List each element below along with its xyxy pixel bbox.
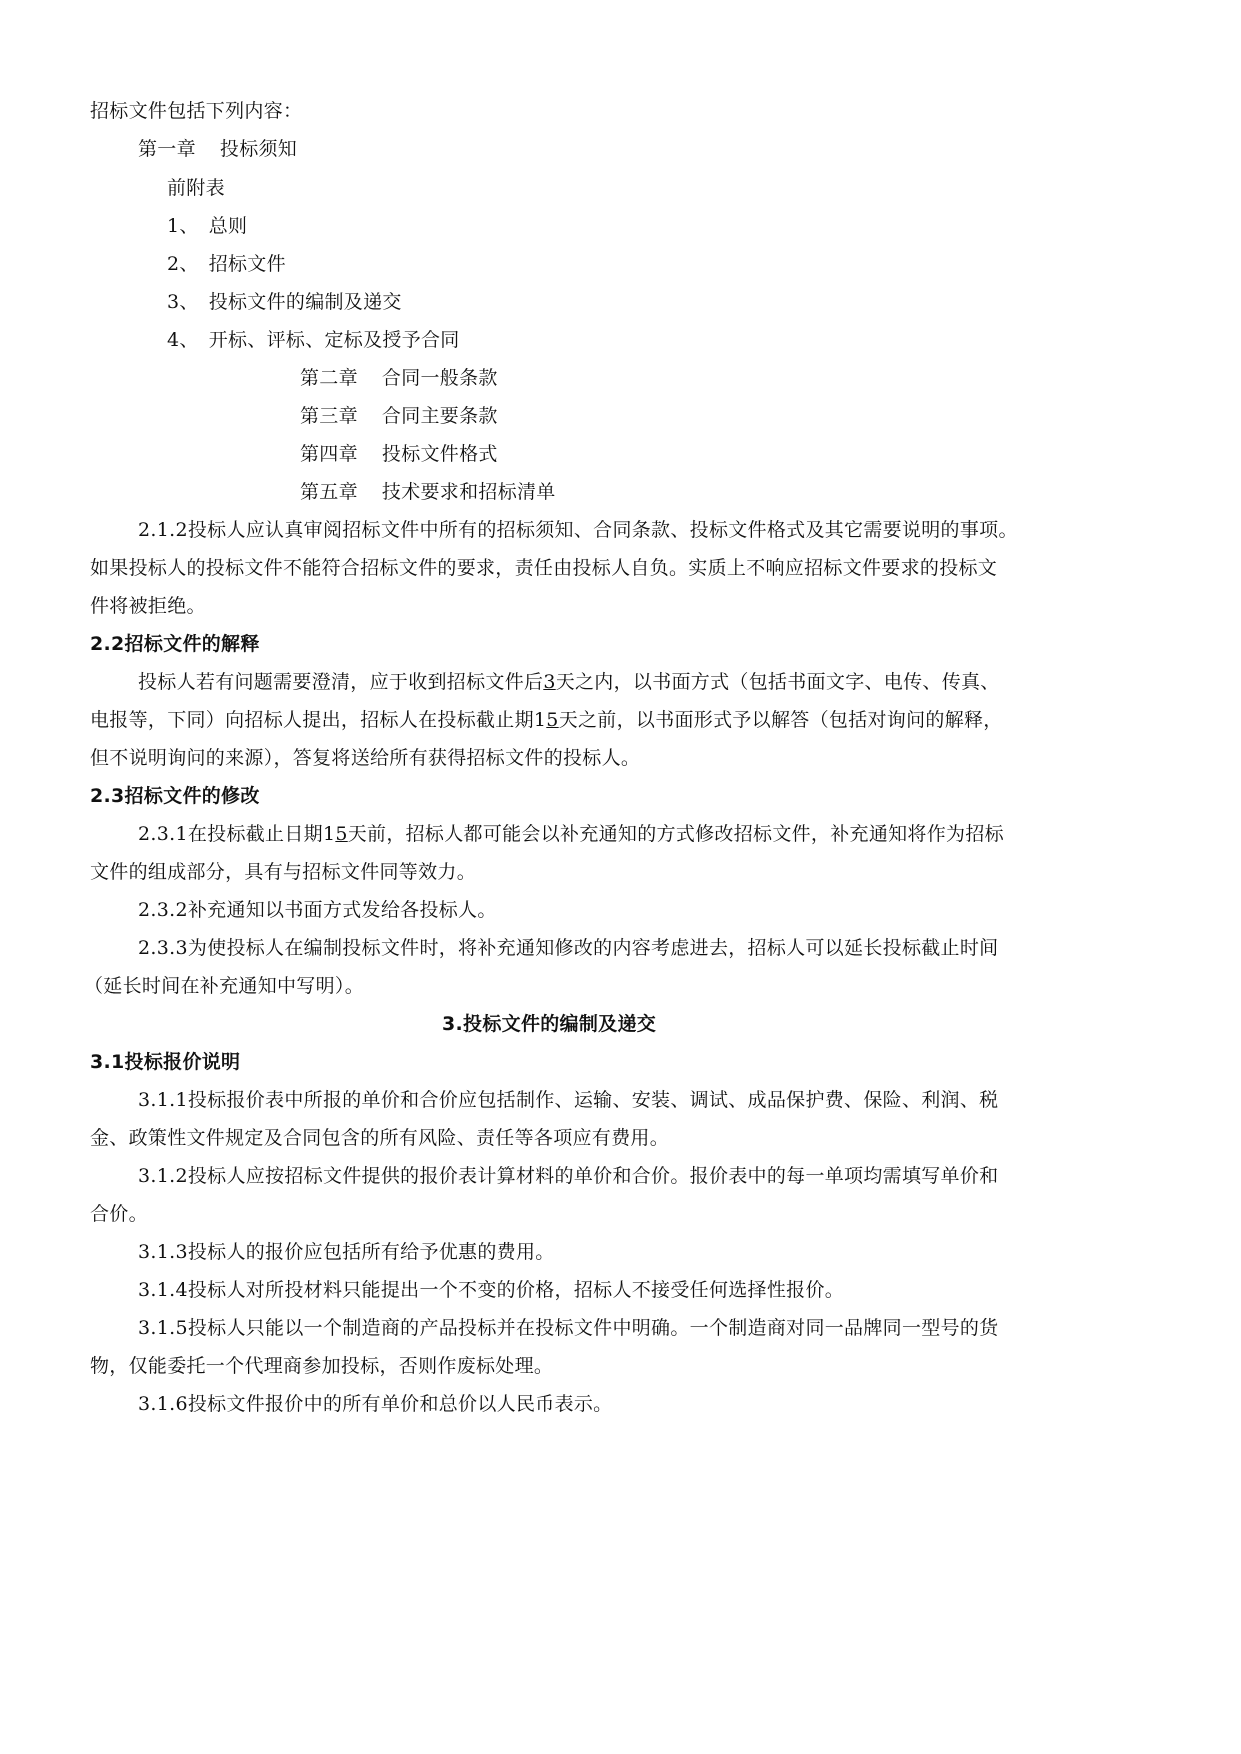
toc-chapter-1-num: 第一章	[138, 138, 196, 160]
para-3-1-5-line-2: 物，仅能委托一个代理商参加投标，否则作废标处理。	[90, 1355, 554, 1377]
toc-chapter-num: 第四章	[300, 443, 358, 465]
toc-chapter-title: 技术要求和招标清单	[381, 481, 556, 503]
toc-chapter-1	[138, 136, 297, 162]
toc-item-title: 总则	[208, 215, 248, 237]
heading-2-3: 2.3招标文件的修改	[90, 785, 260, 807]
para-2-1-2-line-2: 如果投标人的投标文件不能符合招标文件的要求，责任由投标人自负。实质上不响应招标文件要求的投标文	[90, 557, 998, 579]
toc-item-num: 2、	[167, 253, 199, 275]
para-3-1-1-line-2: 金、政策性文件规定及合同包含的所有风险、责任等各项应有费用。	[90, 1127, 670, 1149]
para-3-1-5-line-1: 3.1.5投标人只能以一个制造商的产品投标并在投标文件中明确。一个制造商对同一品牌同一型号的货	[138, 1317, 999, 1339]
days-value: 3	[543, 671, 556, 693]
toc-item-num: 4、	[167, 329, 199, 351]
toc-item-num: 3、	[167, 291, 199, 313]
toc-chapter-3	[300, 403, 498, 429]
toc-item-title: 开标、评标、定标及授予合同	[208, 329, 460, 351]
heading-2-2: 2.2招标文件的解释	[90, 633, 260, 655]
toc-chapter-num: 第三章	[300, 405, 358, 427]
toc-chapter-4	[300, 441, 498, 467]
text: 天之前，以书面形式予以解答（包括对询问的解释，	[558, 709, 1003, 731]
para-3-1-6: 3.1.6投标文件报价中的所有单价和总价以人民币表示。	[138, 1393, 613, 1415]
para-2-3-1-line-2: 文件的组成部分，具有与招标文件同等效力。	[90, 861, 477, 883]
days-value: 5	[546, 709, 559, 731]
heading-3: 3.投标文件的编制及递交	[442, 1013, 657, 1035]
para-3-1-2-line-2: 合价。	[90, 1203, 148, 1225]
para-2-1-2-line-1: 2.1.2投标人应认真审阅招标文件中所有的招标须知、合同条款、投标文件格式及其它需要说明的事项。	[138, 519, 1018, 541]
toc-item-num: 1、	[167, 215, 199, 237]
text: 天前，招标人都可能会以补充通知的方式修改招标文件，补充通知将作为招标	[347, 823, 1004, 845]
intro-line: 招标文件包括下列内容：	[90, 100, 303, 122]
toc-chapter-title: 合同主要条款	[381, 405, 498, 427]
toc-chapter-title: 合同一般条款	[381, 367, 498, 389]
para-3-1-4: 3.1.4投标人对所投材料只能提出一个不变的价格，招标人不接受任何选择性报价。	[138, 1279, 845, 1301]
toc-chapter-1-title: 投标须知	[219, 138, 298, 160]
text: 电报等，下同）向招标人提出，招标人在投标截止期1	[90, 709, 547, 731]
toc-chapter-5	[300, 479, 556, 505]
heading-3-1: 3.1投标报价说明	[90, 1051, 241, 1073]
para-2-3-3-line-1: 2.3.3为使投标人在编制投标文件时，将补充通知修改的内容考虑进去，招标人可以延长投标截止时间	[138, 937, 999, 959]
para-3-1-1-line-1: 3.1.1投标报价表中所报的单价和合价应包括制作、运输、安装、调试、成品保护费、保险、利润、税	[138, 1089, 999, 1111]
toc-item-title: 招标文件	[208, 253, 286, 275]
toc-front-table: 前附表	[167, 177, 225, 199]
toc-chapter-num: 第二章	[300, 367, 358, 389]
para-2-2-line-1	[138, 669, 1000, 695]
para-2-2-line-2	[90, 707, 1003, 733]
toc-chapter-title: 投标文件格式	[381, 443, 498, 465]
text: 2.3.1在投标截止日期1	[138, 823, 336, 845]
toc-item-4	[167, 327, 460, 353]
toc-item-3	[167, 289, 402, 315]
para-2-2-line-3: 但不说明询问的来源），答复将送给所有获得招标文件的投标人。	[90, 747, 641, 769]
toc-chapter-num: 第五章	[300, 481, 358, 503]
para-2-3-3-line-2: （延长时间在补充通知中写明）。	[84, 975, 365, 997]
toc-item-1	[167, 213, 247, 239]
para-3-1-2-line-1: 3.1.2投标人应按招标文件提供的报价表计算材料的单价和合价。报价表中的每一单项均需填写单价和	[138, 1165, 999, 1187]
days-value: 5	[335, 823, 348, 845]
para-2-3-1-line-1	[138, 821, 1004, 847]
toc-chapter-2	[300, 365, 498, 391]
toc-item-title: 投标文件的编制及递交	[208, 291, 402, 313]
para-2-3-2: 2.3.2补充通知以书面方式发给各投标人。	[138, 899, 497, 921]
text: 天之内，以书面方式（包括书面文字、电传、传真、	[555, 671, 1000, 693]
para-2-1-2-line-3: 件将被拒绝。	[90, 595, 206, 617]
para-3-1-3: 3.1.3投标人的报价应包括所有给予优惠的费用。	[138, 1241, 555, 1263]
text: 投标人若有问题需要澄清，应于收到招标文件后	[138, 671, 544, 693]
toc-item-2	[167, 251, 286, 277]
